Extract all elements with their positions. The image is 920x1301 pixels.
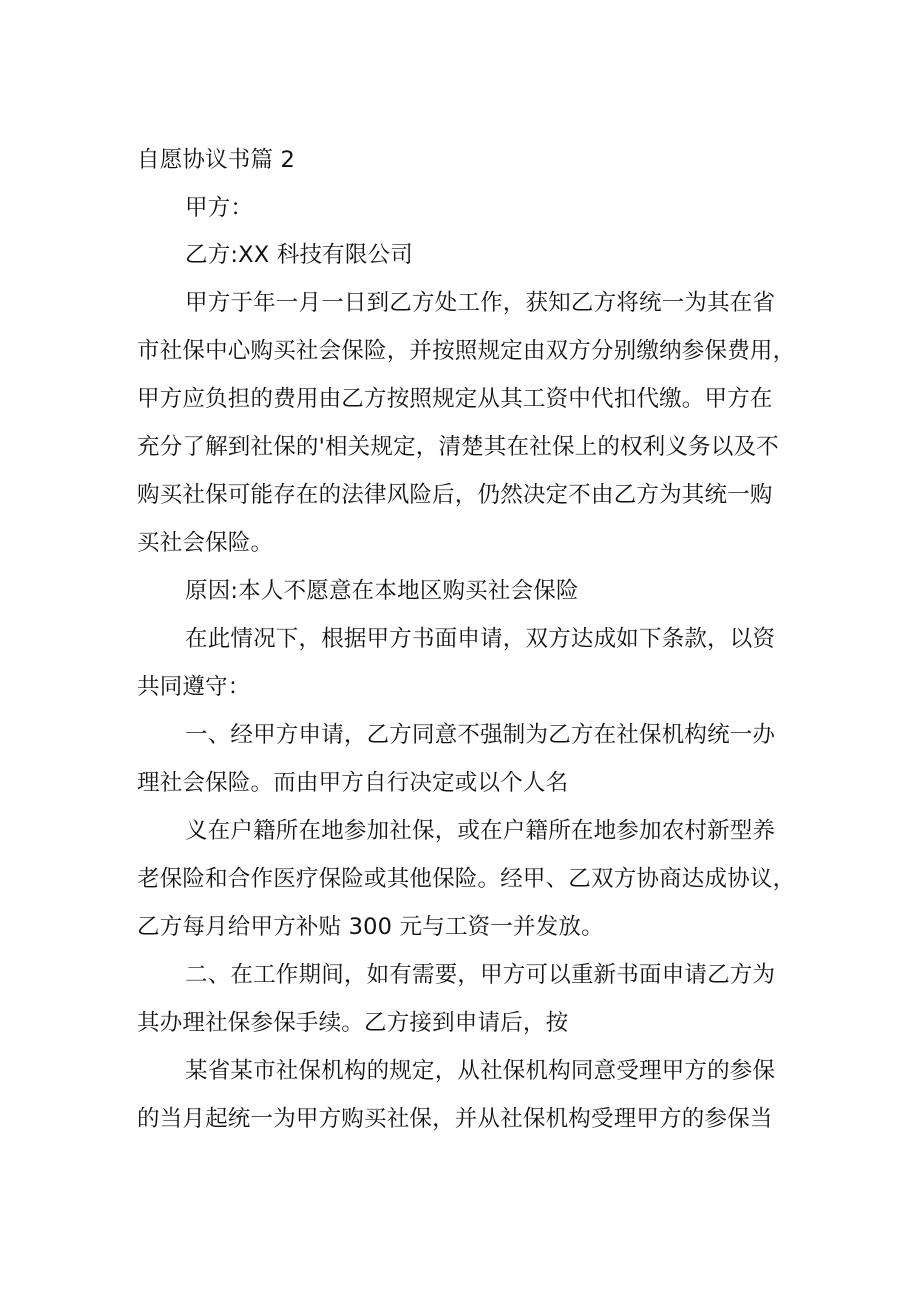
paragraph-line: 乙方每月给甲方补贴 300 元与工资一并发放。: [137, 914, 604, 940]
reason-line: 原因:本人不愿意在本地区购买社会保险: [185, 578, 579, 604]
paragraph-line: 充分了解到社保的'相关规定，清楚其在社保上的权利义务以及不: [137, 434, 779, 460]
paragraph-line: 老保险和合作医疗保险或其他保险。经甲、乙双方协商达成协议，: [137, 866, 796, 892]
document-title: 自愿协议书篇 2: [137, 147, 296, 173]
paragraph-line: 的当月起统一为甲方购买社保，并从社保机构受理甲方的参保当: [137, 1106, 773, 1132]
party-a-line: 甲方：: [185, 195, 254, 221]
clause-two-line: 二、在工作期间，如有需要，甲方可以重新书面申请乙方为: [185, 962, 776, 988]
party-b-line: 乙方:XX 科技有限公司: [185, 242, 413, 268]
paragraph-line: 共同遵守：: [137, 674, 251, 700]
paragraph-line: 义在户籍所在地参加社保，或在户籍所在地参加农村新型养: [185, 818, 776, 844]
paragraph-line: 甲方应负担的费用由乙方按照规定从其工资中代扣代缴。甲方在: [137, 386, 773, 412]
paragraph-line: 某省某市社保机构的规定，从社保机构同意受理甲方的参保: [185, 1058, 776, 1084]
paragraph-line: 买社会保险。: [137, 530, 274, 556]
paragraph-line: 在此情况下，根据甲方书面申请，双方达成如下条款，以资: [185, 626, 776, 652]
paragraph-line: 市社保中心购买社会保险，并按照规定由双方分别缴纳参保费用，: [137, 338, 796, 364]
paragraph-line: 甲方于年一月一日到乙方处工作，获知乙方将统一为其在省: [185, 290, 776, 316]
paragraph-line: 购买社保可能存在的法律风险后，仍然决定不由乙方为其统一购: [137, 482, 773, 508]
clause-one-line: 一、经甲方申请，乙方同意不强制为乙方在社保机构统一办: [185, 722, 776, 748]
paragraph-line: 理社会保险。而由甲方自行决定或以个人名: [137, 770, 569, 796]
paragraph-line: 其办理社保参保手续。乙方接到申请后，按: [137, 1010, 569, 1036]
